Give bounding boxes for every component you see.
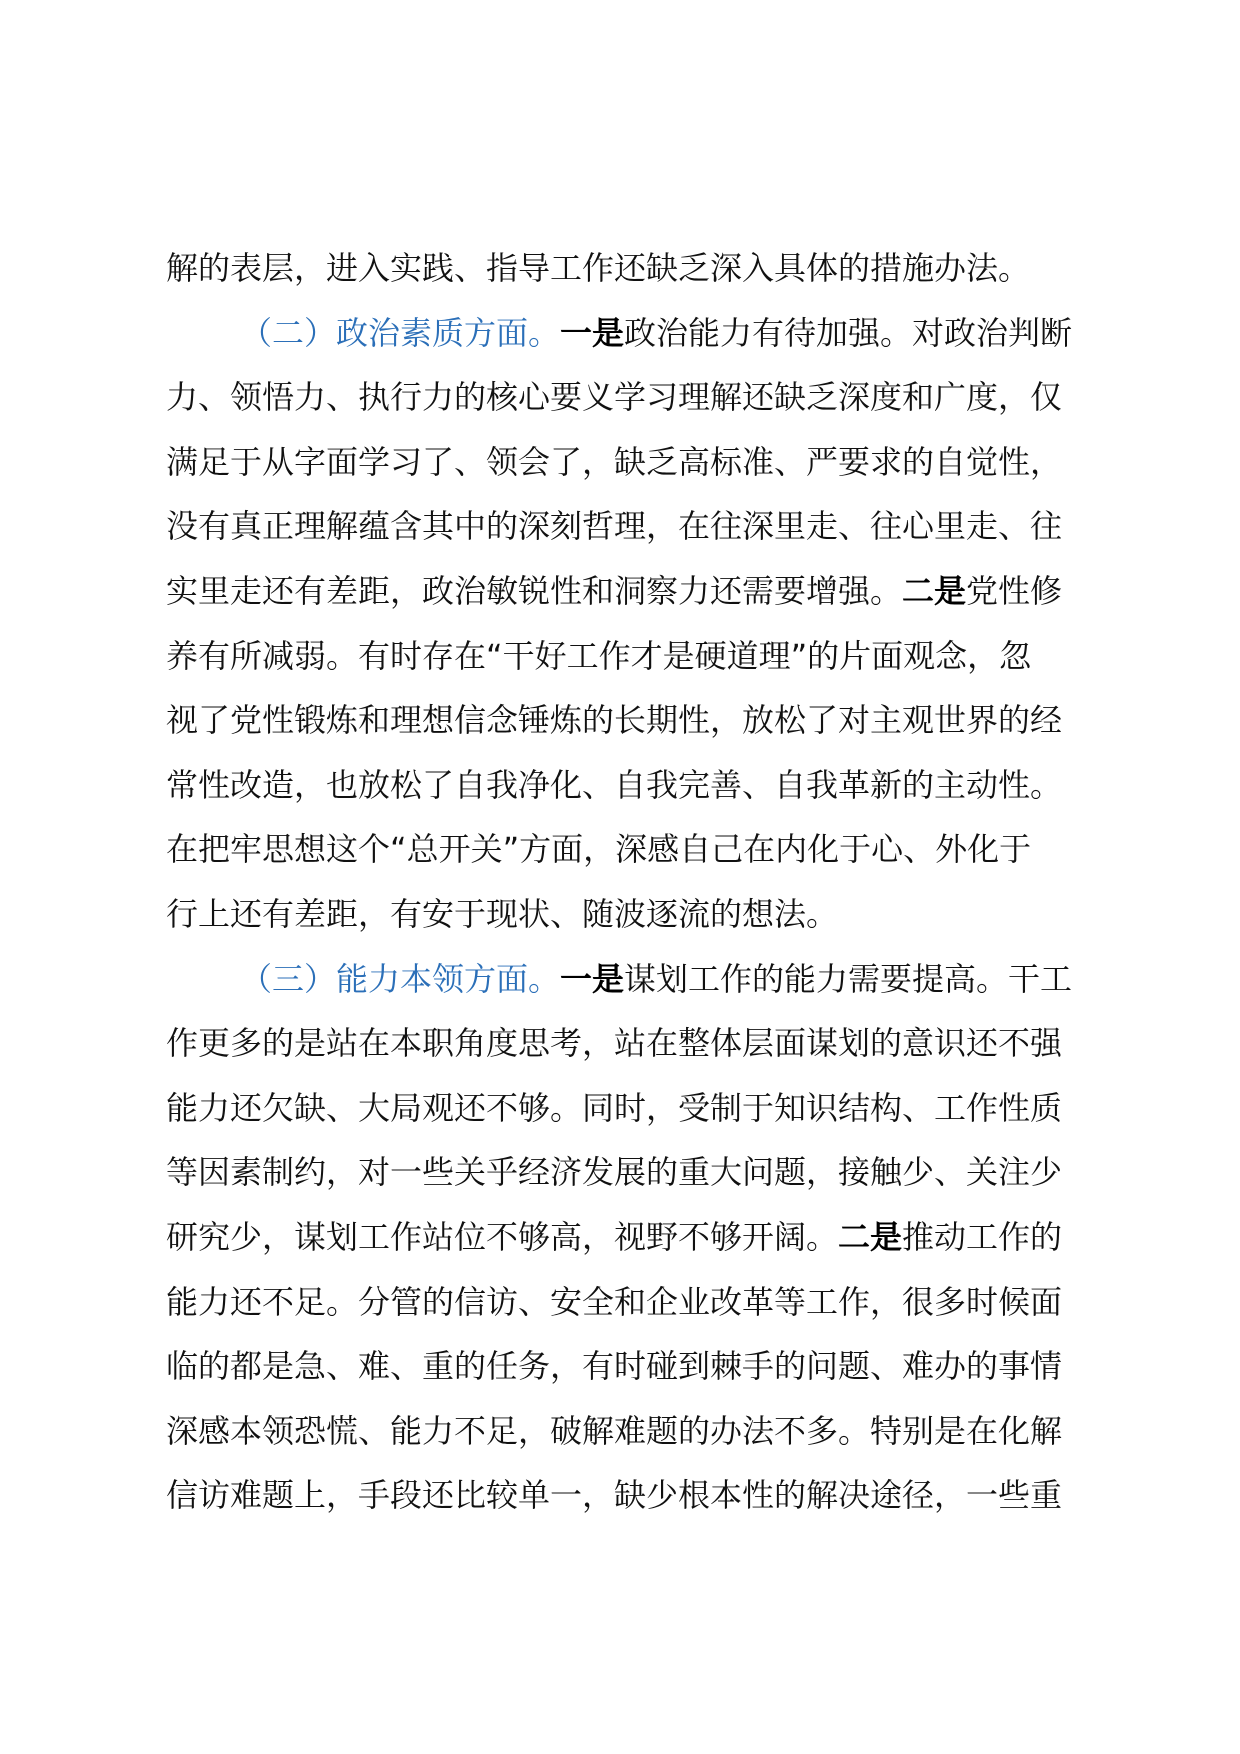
text-segment: 能力还欠缺、大局观还不够。同时，受制于知识结构、工作性质 bbox=[166, 1088, 1063, 1127]
text-line bbox=[166, 882, 1096, 947]
text-segment: 常性改造，也放松了自我净化、自我完善、自我革新的主动性。 bbox=[166, 765, 1063, 804]
text-segment: 党性修 bbox=[966, 571, 1063, 610]
text-segment: 实里走还有差距，政治敏锐性和洞察力还需要增强。 bbox=[166, 571, 903, 610]
text-segment: 没有真正理解蕴含其中的深刻哲理，在往深里走、往心里走、往 bbox=[166, 507, 1063, 546]
text-line bbox=[166, 301, 1096, 366]
text-segment: 能力还不足。分管的信访、安全和企业改革等工作，很多时候面 bbox=[166, 1282, 1063, 1321]
text-line bbox=[166, 1399, 1096, 1464]
text-line bbox=[166, 817, 1096, 882]
bold-marker: 二是 bbox=[902, 571, 967, 610]
text-segment: 等因素制约，对一些关乎经济发展的重大问题，接触少、关注少 bbox=[166, 1153, 1063, 1192]
bold-marker: 二是 bbox=[838, 1217, 903, 1256]
text-segment: 谋划工作的能力需要提高。干工 bbox=[624, 959, 1073, 998]
text-segment: 作更多的是站在本职角度思考，站在整体层面谋划的意识还不强 bbox=[166, 1024, 1063, 1063]
text-segment: 信访难题上，手段还比较单一，缺少根本性的解决途径，一些重 bbox=[166, 1476, 1063, 1515]
text-segment: 推动工作的 bbox=[902, 1217, 1063, 1256]
text-line bbox=[166, 365, 1096, 430]
text-line bbox=[166, 1205, 1096, 1270]
text-line bbox=[166, 236, 1096, 301]
text-line bbox=[166, 947, 1096, 1012]
text-line bbox=[166, 1334, 1096, 1399]
text-segment: 深感本领恐慌、能力不足，破解难题的办法不多。特别是在化解 bbox=[166, 1411, 1063, 1450]
text-line bbox=[166, 559, 1096, 624]
text-line bbox=[166, 1011, 1096, 1076]
text-line bbox=[166, 688, 1096, 753]
body-text bbox=[166, 236, 1096, 1528]
text-line bbox=[166, 753, 1096, 818]
text-segment: 满足于从字面学习了、领会了，缺乏高标准、严要求的自觉性， bbox=[166, 442, 1063, 481]
text-segment: 研究少，谋划工作站位不够高，视野不够开阔。 bbox=[166, 1217, 839, 1256]
text-segment: 行上还有差距，有安于现状、随波逐流的想法。 bbox=[166, 894, 839, 933]
section-heading: （三）能力本领方面。 bbox=[240, 959, 561, 998]
text-segment: 在把牢思想这个“总开关”方面，深感自己在内化于心、外化于 bbox=[166, 830, 1032, 869]
text-line bbox=[166, 1270, 1096, 1335]
text-line bbox=[166, 494, 1096, 559]
text-line bbox=[166, 624, 1096, 689]
text-segment: 视了党性锻炼和理想信念锤炼的长期性，放松了对主观世界的经 bbox=[166, 701, 1063, 740]
text-segment: 解的表层，进入实践、指导工作还缺乏深入具体的措施办法。 bbox=[166, 249, 1031, 287]
text-line bbox=[166, 1463, 1096, 1528]
text-segment: 养有所减弱。有时存在“干好工作才是硬道理”的片面观念，忽 bbox=[166, 636, 1032, 675]
bold-marker: 一是 bbox=[560, 313, 625, 352]
text-line bbox=[166, 430, 1096, 495]
text-segment: 临的都是急、难、重的任务，有时碰到棘手的问题、难办的事情 bbox=[166, 1347, 1063, 1386]
bold-marker: 一是 bbox=[560, 959, 625, 998]
text-line bbox=[166, 1076, 1096, 1141]
text-segment: 政治能力有待加强。对政治判断 bbox=[624, 313, 1073, 352]
text-segment: 力、领悟力、执行力的核心要义学习理解还缺乏深度和广度，仅 bbox=[166, 378, 1063, 417]
text-line bbox=[166, 1140, 1096, 1205]
section-heading: （二）政治素质方面。 bbox=[240, 313, 561, 352]
